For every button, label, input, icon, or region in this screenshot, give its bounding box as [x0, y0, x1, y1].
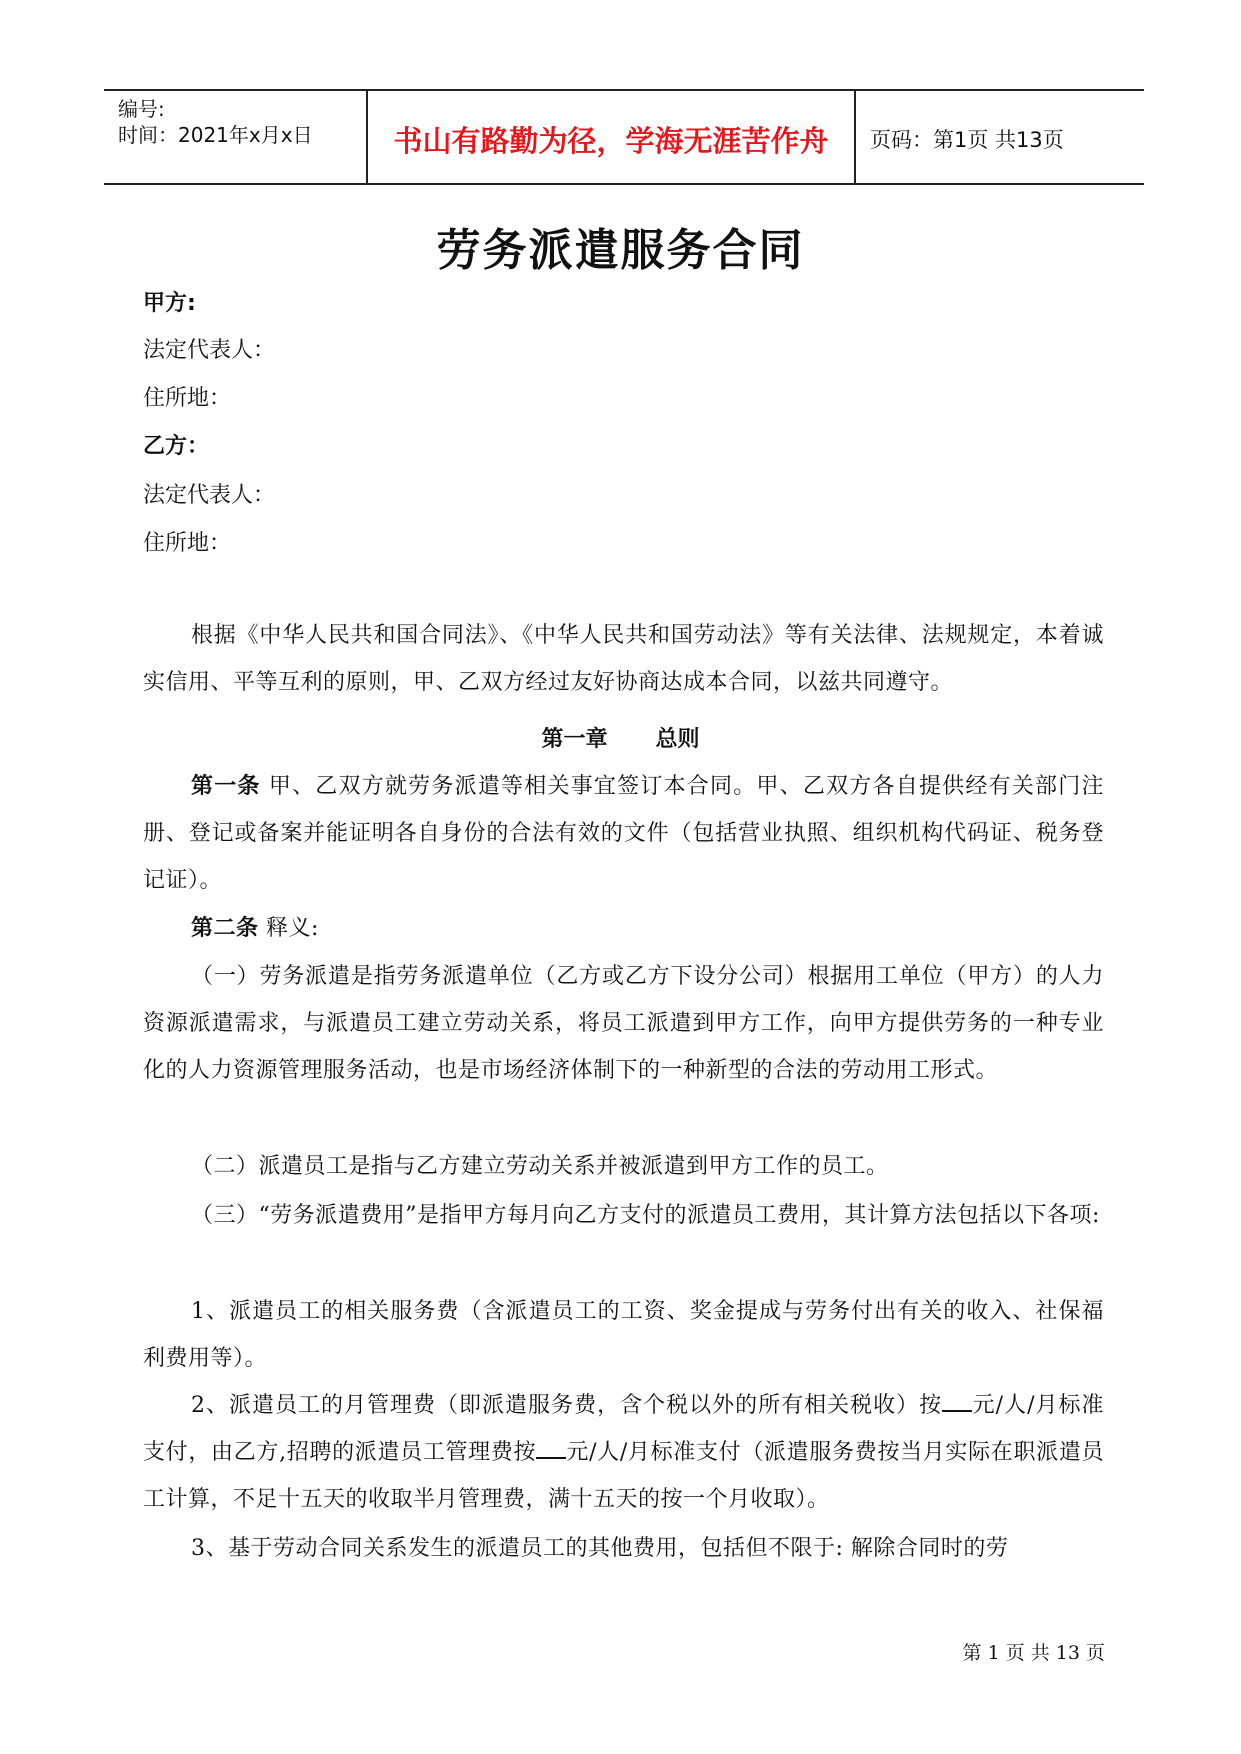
party-a-label: 甲方: — [143, 291, 196, 316]
item-1-paragraph: 1、派遣员工的相关服务费（含派遣员工的工资、奖金提成与劳务付出有关的收入、社保福利费用等）。 — [143, 1299, 1104, 1371]
party-b-label: 乙方： — [143, 434, 210, 459]
item-2-text-b: 元/人/月标准支付，由乙方,招聘的派遣员工管理费按 — [143, 1393, 1105, 1465]
preamble-paragraph: 根据《中华人民共和国合同法》、《中华人民共和国劳动法》等有关法律、法规规定，本着诚实信用、平等互利的原则，甲、乙双方经过友好协商达成本合同，以兹共同遵守。 — [143, 623, 1104, 695]
fee-blank-2 — [536, 1437, 566, 1459]
party-b-address: 住所地： — [143, 531, 232, 556]
article-2-paragraph — [143, 905, 1104, 952]
document-header-table — [104, 89, 1144, 185]
clause-2-paragraph: （二）派遣员工是指与乙方建立劳动关系并被派遣到甲方工作的员工。 — [191, 1154, 889, 1179]
article-2-label: 第二条 — [191, 916, 259, 941]
document-number-label: 编号: — [118, 97, 165, 121]
header-page-cell — [856, 91, 1144, 183]
party-b-representative: 法定代表人： — [143, 483, 276, 508]
header-motto: 书山有路勤为径，学海无涯苦作舟 — [393, 124, 829, 158]
clause-3-paragraph: （三）“劳务派遣费用”是指甲方每月向乙方支付的派遣员工费用，其计算方法包括以下各项: — [191, 1203, 1100, 1228]
article-2-text: 释义: — [266, 916, 319, 941]
party-a-representative: 法定代表人： — [143, 338, 276, 363]
chapter-number: 第一章 — [541, 727, 608, 752]
page-footer: 第 1 页 共 13 页 — [962, 1642, 1105, 1664]
clause-1-paragraph: （一）劳务派遣是指劳务派遣单位（乙方或乙方下设分公司）根据用工单位（甲方）的人力资源派遣需求，与派遣员工建立劳动关系，将员工派遣到甲方工作，向甲方提供劳务的一种专业化的人力资源管理服务活动，也是市场经济体制下的一种新型的合法的劳动用工形式。 — [143, 964, 1104, 1083]
header-motto-cell — [368, 91, 856, 183]
item-2-text-a: 2、派遣员工的月管理费（即派遣服务费，含个税以外的所有相关税收）按 — [191, 1393, 943, 1418]
fee-blank-1 — [942, 1390, 972, 1412]
header-page-info: 页码：第1页 共13页 — [870, 128, 1064, 152]
item-2-paragraph — [143, 1382, 1104, 1523]
item-2-text-c: 元/人/月标准支付（派遣服务费按当月实际在职派遣员工计算，不足十五天的收取半月管理费，满十五天的按一个月收取）。 — [143, 1440, 1105, 1512]
article-1-paragraph — [143, 763, 1104, 904]
chapter-heading — [0, 722, 1241, 753]
article-1-text: 甲、乙双方就劳务派遣等相关事宜签订本合同。甲、乙双方各自提供经有关部门注册、登记或备案并能证明各自身份的合法有效的文件（包括营业执照、组织机构代码证、税务登记证）。 — [143, 774, 1104, 893]
chapter-name: 总则 — [655, 727, 700, 752]
article-1-label: 第一条 — [191, 774, 261, 799]
header-info-cell — [104, 91, 368, 183]
document-time-label: 时间：2021年x月x日 — [118, 123, 313, 147]
document-title: 劳务派遣服务合同 — [436, 225, 805, 276]
party-a-address: 住所地： — [143, 386, 232, 411]
item-3-paragraph: 3、基于劳动合同关系发生的派遣员工的其他费用，包括但不限于: 解除合同时的劳 — [191, 1536, 1009, 1561]
